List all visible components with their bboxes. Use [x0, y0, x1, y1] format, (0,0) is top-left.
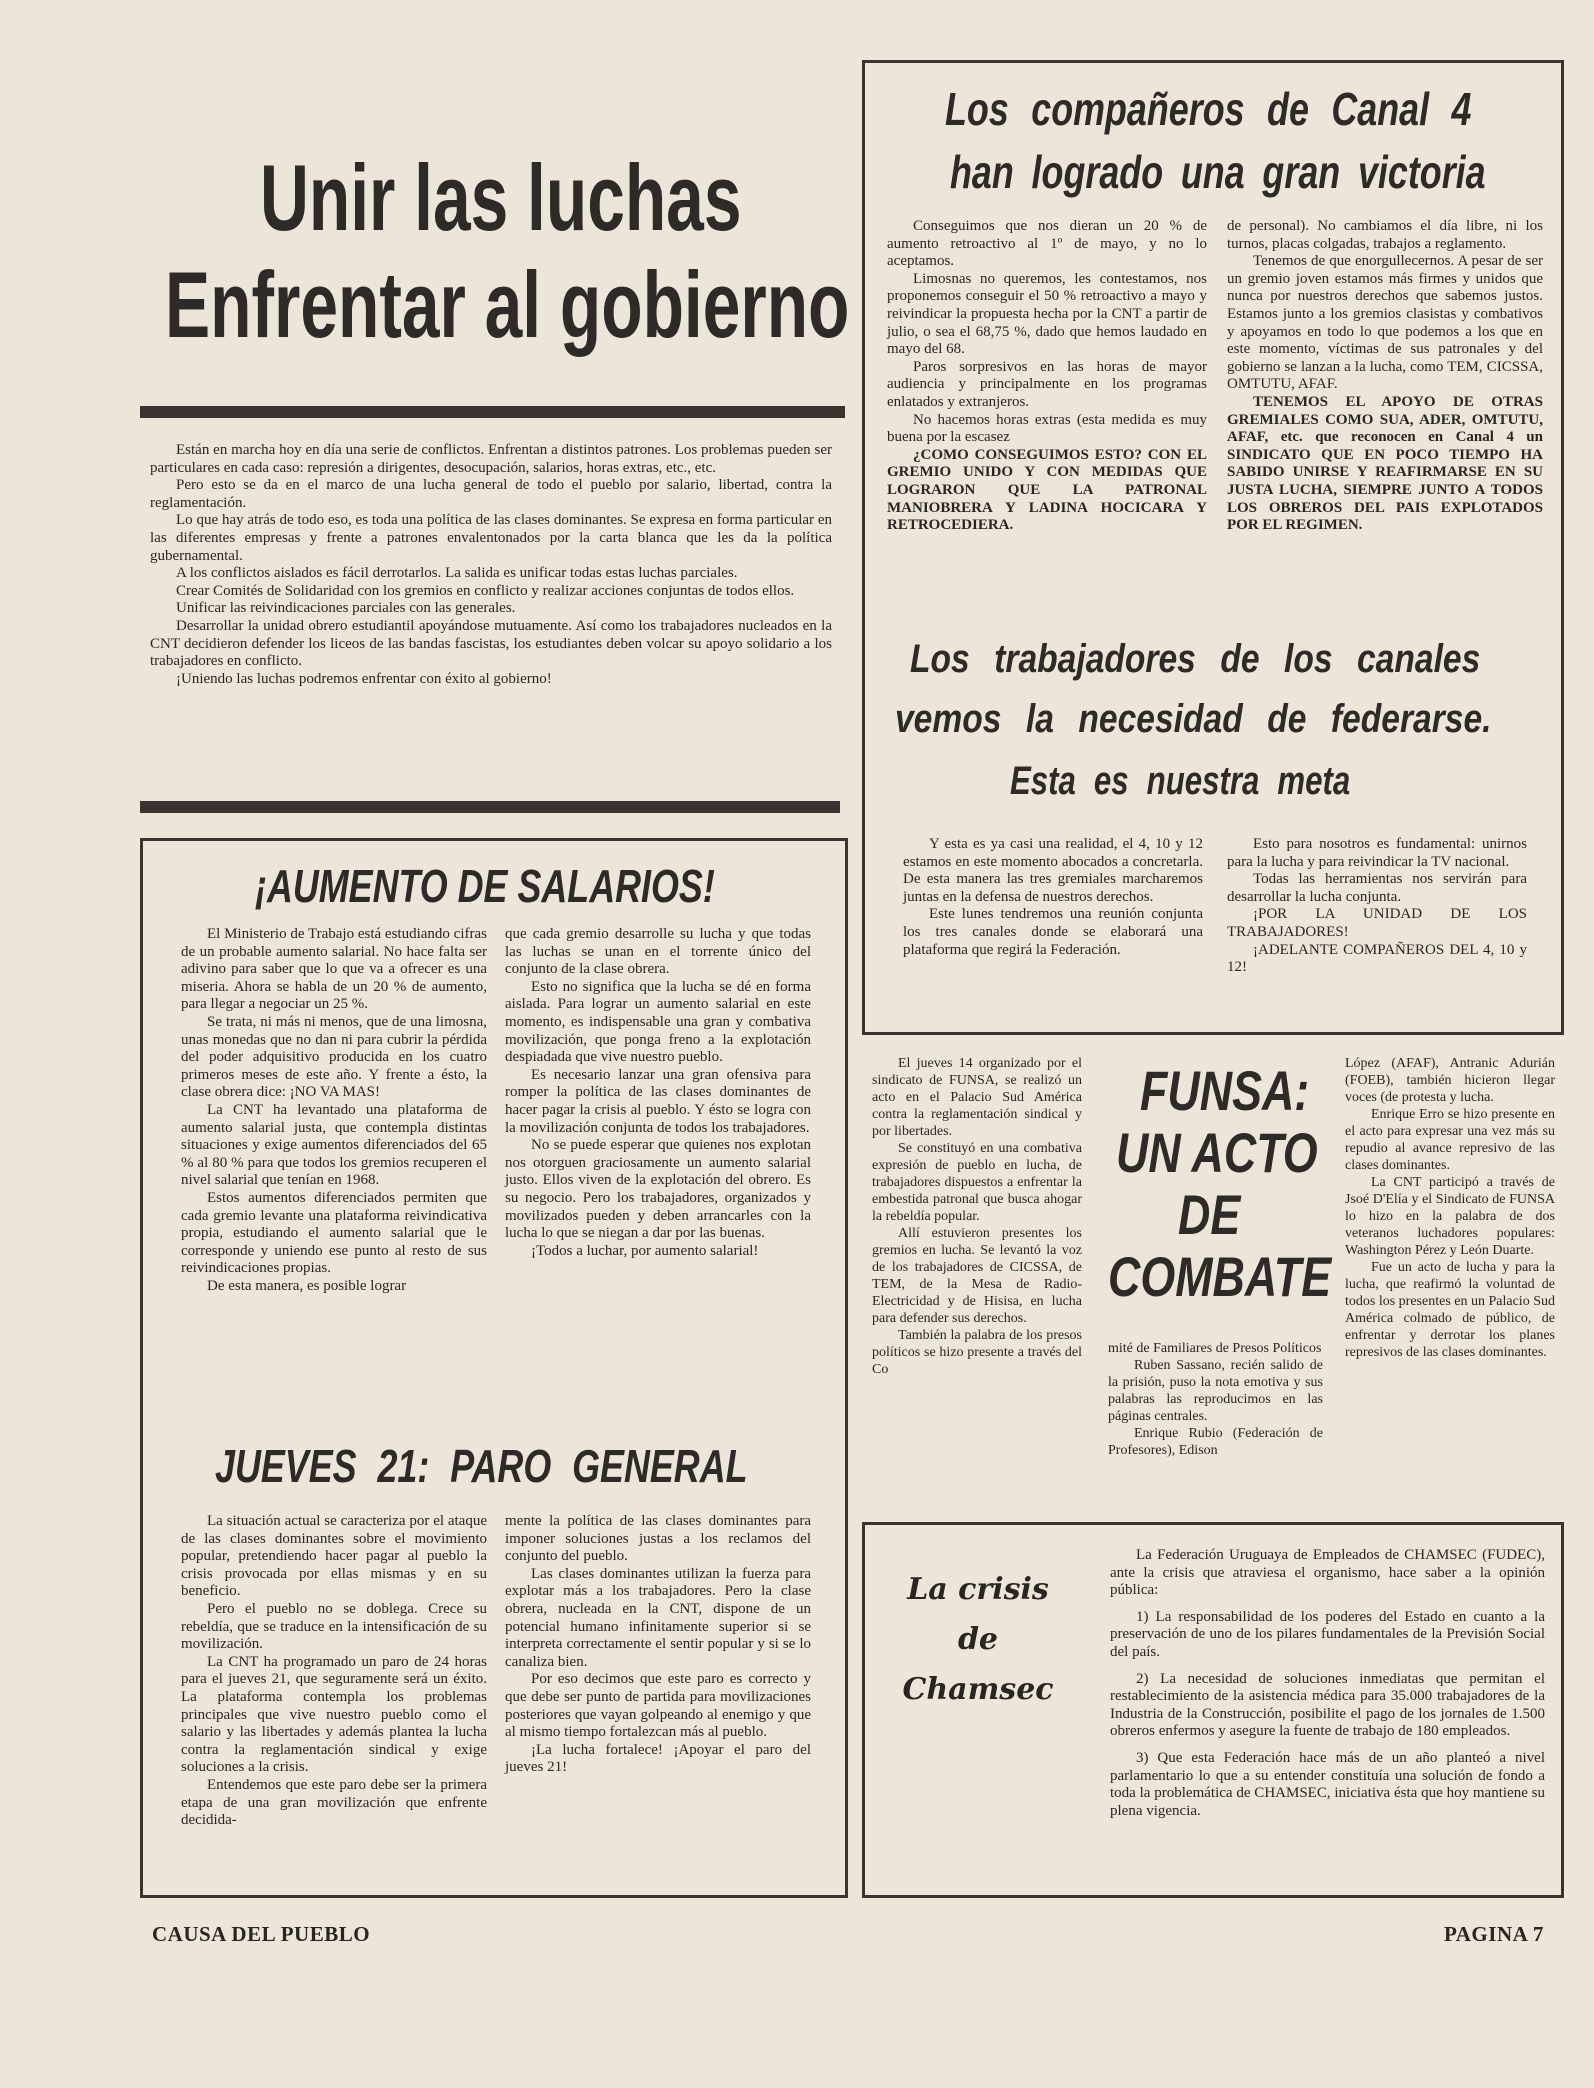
unir-paragraph: Unificar las reivindicaciones parciales con las generales. [176, 600, 516, 617]
unir-paragraph: Crear Comités de Solidaridad con los gremios en conflicto y realizar acciones conjuntas de todos ellos. [176, 582, 795, 599]
aumento-col2 [505, 926, 811, 1260]
funsa-title-line: UN ACTO [1116, 1121, 1318, 1184]
jueves-paragraph: Por eso decimos que este paro es correcto y que debe ser punto de partida para movilizaciones posteriores que vayan golpeando al enemigo y que al mismo tiempo fortalezcan más al pueblo. [505, 1671, 811, 1741]
canal4-paragraph: ¡POR LA UNIDAD DE LOS TRABAJADORES! [1227, 906, 1527, 940]
canal4-paragraph: Paros sorpresivos en las horas de mayor audiencia y principalmente en los programas enlatados y extranjeros. [887, 358, 1207, 410]
canal4-col4 [1227, 836, 1527, 977]
aumento-paragraph: Es necesario lanzar una gran ofensiva para romper la política de las clases dominantes de hacer pagar la crisis al pueblo. Y ésto se logra con la movilización conjunta de todos los trabajadores. [505, 1066, 811, 1136]
jueves-title: JUEVES 21: PARO GENERAL [215, 1440, 748, 1492]
funsa-col2 [1108, 1340, 1323, 1459]
unir-body [150, 442, 832, 688]
canal4-title-line2: han logrado una gran victoria [950, 146, 1486, 198]
canal4-paragraph: No hacemos horas extras (esta medida es muy buena por la escasez [887, 411, 1207, 446]
canal4-paragraph: ¡ADELANTE COMPAÑEROS DEL 4, 10 y 12! [1227, 941, 1527, 976]
unir-paragraph: Pero esto se da en el marco de una lucha general de todo el pueblo por salario, libertad, contra la reglamentación. [150, 477, 832, 511]
unir-paragraph: Desarrollar la unidad obrero estudiantil apoyándose mutuamente. Así como los trabajadores nucleados en la CNT decidieron defender los liceos de las bandas fascistas, los estudiantes deben volcar su apoyo solidario a los trabajadores en conflicto. [150, 617, 832, 670]
chamsec-paragraph: La Federación Uruguaya de Empleados de CHAMSEC (FUDEC), ante la crisis que atraviesa el organismo, hace saber a la opinión pública: [1110, 1547, 1545, 1599]
funsa-paragraph: Se constituyó en una combativa expresión de pueblo en lucha, de trabajadores dispuestos a enfrentar la embestida patronal que busca ahogar la rebeldía popular. [872, 1141, 1082, 1224]
canal4-paragraph: Tenemos de que enorgullecernos. A pesar de ser un gremio joven estamos más firmes y unidos que nunca por nuestros derechos que sabemos justos. Estamos junto a los gremios clasistas y combativos y apoyamos en todo lo que podemos a los que en este momento, víctimas de sus patronales y del gobierno se lanzan a la lucha, como TEM, CICSSA, OMTUTU, AFAF. [1227, 253, 1543, 393]
chamsec-title-line: La crisis [907, 1572, 1049, 1607]
jueves-col1 [181, 1513, 487, 1830]
jueves-col2 [505, 1513, 811, 1777]
aumento-paragraph: De esta manera, es posible lograr [207, 1277, 407, 1294]
canal4-paragraph: de personal). No cambiamos el día libre, ni los turnos, placas colgadas, trabajos a reglamento. [1227, 218, 1543, 252]
jueves-paragraph: Las clases dominantes utilizan la fuerza para explotar más a los trabajadores. Pero la clase obrera, nucleada en la CNT, dispone de un potencial humano infinitamente superior si se interpreta correctamente el sentir popular y si se lo canaliza bien. [505, 1565, 811, 1670]
jueves-paragraph: La CNT ha programado un paro de 24 horas para el jueves 21, que seguramente será un éxito. La plataforma contempla los problemas principales que vive nuestro pueblo como el salario y las libertades y además plantea la lucha contra la reglamentación sindical y exige soluciones a la crisis. [181, 1653, 487, 1776]
chamsec-title-line: de [957, 1622, 999, 1657]
chamsec-body [1110, 1547, 1545, 1820]
funsa-paragraph: Enrique Erro se hizo presente en el acto para expresar una vez más su repudio al avance represivo de las clases dominantes. [1345, 1107, 1555, 1173]
aumento-title: ¡AUMENTO DE SALARIOS! [255, 860, 715, 912]
canal4-paragraph: Y esta es ya casi una realidad, el 4, 10 y 12 estamos en este momento abocados a concretarla. De esta manera las tres gremiales marcharemos juntas en la defensa de nuestros derechos. [903, 836, 1203, 905]
jueves-paragraph: La situación actual se caracteriza por el ataque de las clases dominantes sobre el movimiento popular, pretendiendo hacer pagar al pueblo la crisis provocada por ellas mismas y en su beneficio. [181, 1513, 487, 1600]
chamsec-box [862, 1522, 1564, 1898]
funsa-title-line: FUNSA: [1140, 1059, 1310, 1122]
jueves-paragraph: Entendemos que este paro debe ser la primera etapa de una gran movilización que enfrente decidida- [181, 1776, 487, 1829]
canal4-caps-paragraph: TENEMOS EL APOYO DE OTRAS GREMIALES COMO SUA, ADER, OMTUTU, AFAF, etc. que reconocen en Canal 4 un SINDICATO QUE EN POCO TIEMPO HA SABIDO UNIRSE Y REAFIRMARSE EN SU JUSTA LUCHA, SIEMPRE JUNTO A TODOS LOS OBREROS DEL PAIS EXPLOTADOS POR EL REGIMEN. [1227, 393, 1543, 534]
funsa-paragraph: López (AFAF), Antranic Adurián (FOEB), también hicieron llegar voces (de protesta y lucha. [1345, 1056, 1555, 1105]
canal4-title-line1: Los compañeros de Canal 4 [945, 83, 1472, 135]
aumento-box [140, 838, 848, 1898]
unir-paragraph: ¡Uniendo las luchas podremos enfrentar con éxito al gobierno! [176, 670, 552, 687]
unir-paragraph: A los conflictos aislados es fácil derrotarlos. La salida es unificar todas estas luchas parciales. [176, 565, 738, 582]
canal4-col1 [887, 218, 1207, 535]
funsa-paragraph: La CNT participó a través de Jsoé D'Elía y el Sindicato de FUNSA lo hizo en la palabra de dos veteranos luchadores populares: Washington Pérez y León Duarte. [1345, 1175, 1555, 1258]
unir-title-line2: Enfrentar al gobierno [165, 252, 850, 357]
unir-paragraph: Están en marcha hoy en día una serie de conflictos. Enfrentan a distintos patrones. Los problemas pueden ser particulares en cada caso: represión a dirigentes, desocupación, salarios, horas extras, etc., etc. [150, 442, 832, 476]
aumento-paragraph: Esto no significa que la lucha se dé en forma aislada. Para lograr un aumento salarial en este momento, es indispensable una gran y combativa movilización, que ponga freno a la explotación despiadada que vive nuestro pueblo. [505, 978, 811, 1066]
canal4-col2 [1227, 218, 1543, 535]
canal4-paragraph: Esto para nosotros es fundamental: unirnos para la lucha y para reivindicar la TV nacional. [1227, 836, 1527, 870]
aumento-paragraph: La CNT ha levantado una plataforma de aumento salarial justa, que contempla distintas situaciones y exige aumentos diferenciados del 65 % al 80 % para que todos los gremios recuperen el nivel salarial que tenían en 1968. [181, 1101, 487, 1189]
unir-top-rule [140, 406, 845, 418]
aumento-col1 [181, 926, 487, 1295]
funsa-title [1108, 1060, 1338, 1308]
funsa-paragraph: Enrique Rubio (Federación de Profesores), Edison [1108, 1426, 1323, 1458]
canal4-sub-line1: Los trabajadores de los canales [910, 637, 1481, 681]
chamsec-paragraph: 2) La necesidad de soluciones inmediatas que permitan el restablecimiento de la asistencia médica para 35.000 trabajadores de la Industria de la Construcción, posibilite el pago de los jornales de 1.500 obreros enfermos y asegure la fuente de trabajo de 180 empleados. [1110, 1670, 1545, 1740]
footer-page-number: PAGINA 7 [1444, 1922, 1544, 1946]
funsa-col1 [872, 1055, 1082, 1378]
unir-paragraph: Lo que hay atrás de todo eso, es toda una política de las clases dominantes. Se expresa en forma particular en las diferentes empresas y frente a patrones envalentonados por la carta blanca que les da la política gubernamental. [150, 512, 832, 564]
jueves-paragraph: ¡La lucha fortalece! ¡Apoyar el paro del jueves 21! [505, 1741, 811, 1776]
aumento-paragraph: Estos aumentos diferenciados permiten que cada gremio levante una plataforma reivindicativa propia, estudiando el aumento salarial que le corresponde y uniendo ese punto al resto de sus reivindicaciones propias. [181, 1189, 487, 1277]
canal4-paragraph: Todas las herramientas nos servirán para desarrollar la lucha conjunta. [1227, 871, 1527, 905]
funsa-title-line: DE [1178, 1183, 1241, 1246]
jueves-paragraph: mente la política de las clases dominantes para imponer soluciones justas a los reclamos del conjunto del pueblo. [505, 1513, 811, 1565]
canal4-caps-paragraph: ¿COMO CONSEGUIMOS ESTO? CON EL GREMIO UNIDO Y CON MEDIDAS QUE LOGRARON QUE LA PATRONAL MANIOBRERA Y LADINA HOCICARA Y RETROCEDIERA. [887, 446, 1207, 534]
funsa-paragraph: mité de Familiares de Presos Políticos [1108, 1341, 1322, 1356]
canal4-col3 [903, 836, 1203, 959]
canal4-sub-line3: Esta es nuestra meta [1010, 759, 1351, 803]
footer-publication: CAUSA DEL PUEBLO [152, 1922, 371, 1946]
chamsec-paragraph: 3) Que esta Federación hace más de un año planteó a nivel parlamentario lo que a su entender constituía una solución de fondo a toda la problemática de CHAMSEC, iniciativa ésta que hoy mantiene su plena vigencia. [1110, 1749, 1545, 1819]
funsa-paragraph: Fue un acto de lucha y para la lucha, que reafirmó la voluntad de todos los presentes en un Palacio Sud América colmado de público, de enfrentar y derrotar los planes represivos de las clases dominantes. [1345, 1260, 1555, 1360]
aumento-paragraph: que cada gremio desarrolle su lucha y que todas las luchas se unan en el torrente único del conjunto de la clase obrera. [505, 926, 811, 978]
aumento-paragraph: ¡Todos a luchar, por aumento salarial! [531, 1242, 759, 1259]
funsa-paragraph: También la palabra de los presos políticos se hizo presente a través del Co [872, 1328, 1082, 1377]
canal4-paragraph: Este lunes tendremos una reunión conjunta los tres canales donde se elaborará una plataforma que regirá la Federación. [903, 906, 1203, 958]
canal4-paragraph: Conseguimos que nos dieran un 20 % de aumento retroactivo al 1º de mayo, y no lo aceptamos. [887, 218, 1207, 270]
jueves-paragraph: Pero el pueblo no se doblega. Crece su rebeldía, que se traduce en la intensificación de su movilización. [181, 1600, 487, 1653]
funsa-col3 [1345, 1055, 1555, 1361]
unir-title-line1: Unir las luchas [260, 145, 742, 250]
canal4-box [862, 60, 1564, 1035]
chamsec-paragraph: 1) La responsabilidad de los poderes del Estado en cuanto a la preservación de uno de los pilares fundamentales de la Previsión Social del país. [1110, 1608, 1545, 1660]
funsa-title-line: COMBATE [1108, 1245, 1332, 1308]
chamsec-title-line: Chamsec [902, 1672, 1054, 1707]
aumento-paragraph: No se puede esperar que quienes nos explotan nos otorguen graciosamente un aumento salarial justo. Ellos viven de la explotación del obrero. Es su negocio. Pero los trabajadores, organizados y movilizados pueden y deben arrancarles con la lucha lo que se niegan a dar por las buenas. [505, 1137, 811, 1242]
aumento-paragraph: Se trata, ni más ni menos, que de una limosna, unas monedas que no dan ni para cubrir la pérdida del poder adquisitivo producida en los cuatro primeros meses de este año. Y frente a ésto, la clase obrera dice: ¡NO VA MAS! [181, 1013, 487, 1101]
canal4-paragraph: Limosnas no queremos, les contestamos, nos proponemos conseguir el 50 % retroactivo a mayo y reivindicar la propuesta hecha por la CNT a partir de julio, o sea el 68,75 %, dado que hemos laudado en mayo del 68. [887, 270, 1207, 358]
canal4-sub-line2: vemos la necesidad de federarse. [895, 697, 1492, 741]
funsa-top-rule [862, 1032, 1564, 1035]
funsa-paragraph: Allí estuvieron presentes los gremios en lucha. Se levantó la voz de los trabajadores de CICSSA, de TEM, de la Mesa de Radio-Electricidad y de Hisisa, en lucha para defender sus derechos. [872, 1226, 1082, 1326]
funsa-paragraph: Ruben Sassano, recién salido de la prisión, puso la nota emotiva y sus palabras las reproducimos en las páginas centrales. [1108, 1358, 1323, 1424]
aumento-paragraph: El Ministerio de Trabajo está estudiando cifras de un probable aumento salarial. No hace falta ser adivino para saber que lo que va a ofrecer es una miseria. Ahora se habla de un 20 % de aumento, para llegar a negociar un 25 %. [181, 926, 487, 1013]
funsa-paragraph: El jueves 14 organizado por el sindicato de FUNSA, se realizó un acto en el Palacio Sud América contra la reglamentación sindical y por libertades. [872, 1056, 1082, 1139]
unir-bottom-rule [140, 801, 840, 813]
chamsec-title [883, 1565, 1073, 1715]
